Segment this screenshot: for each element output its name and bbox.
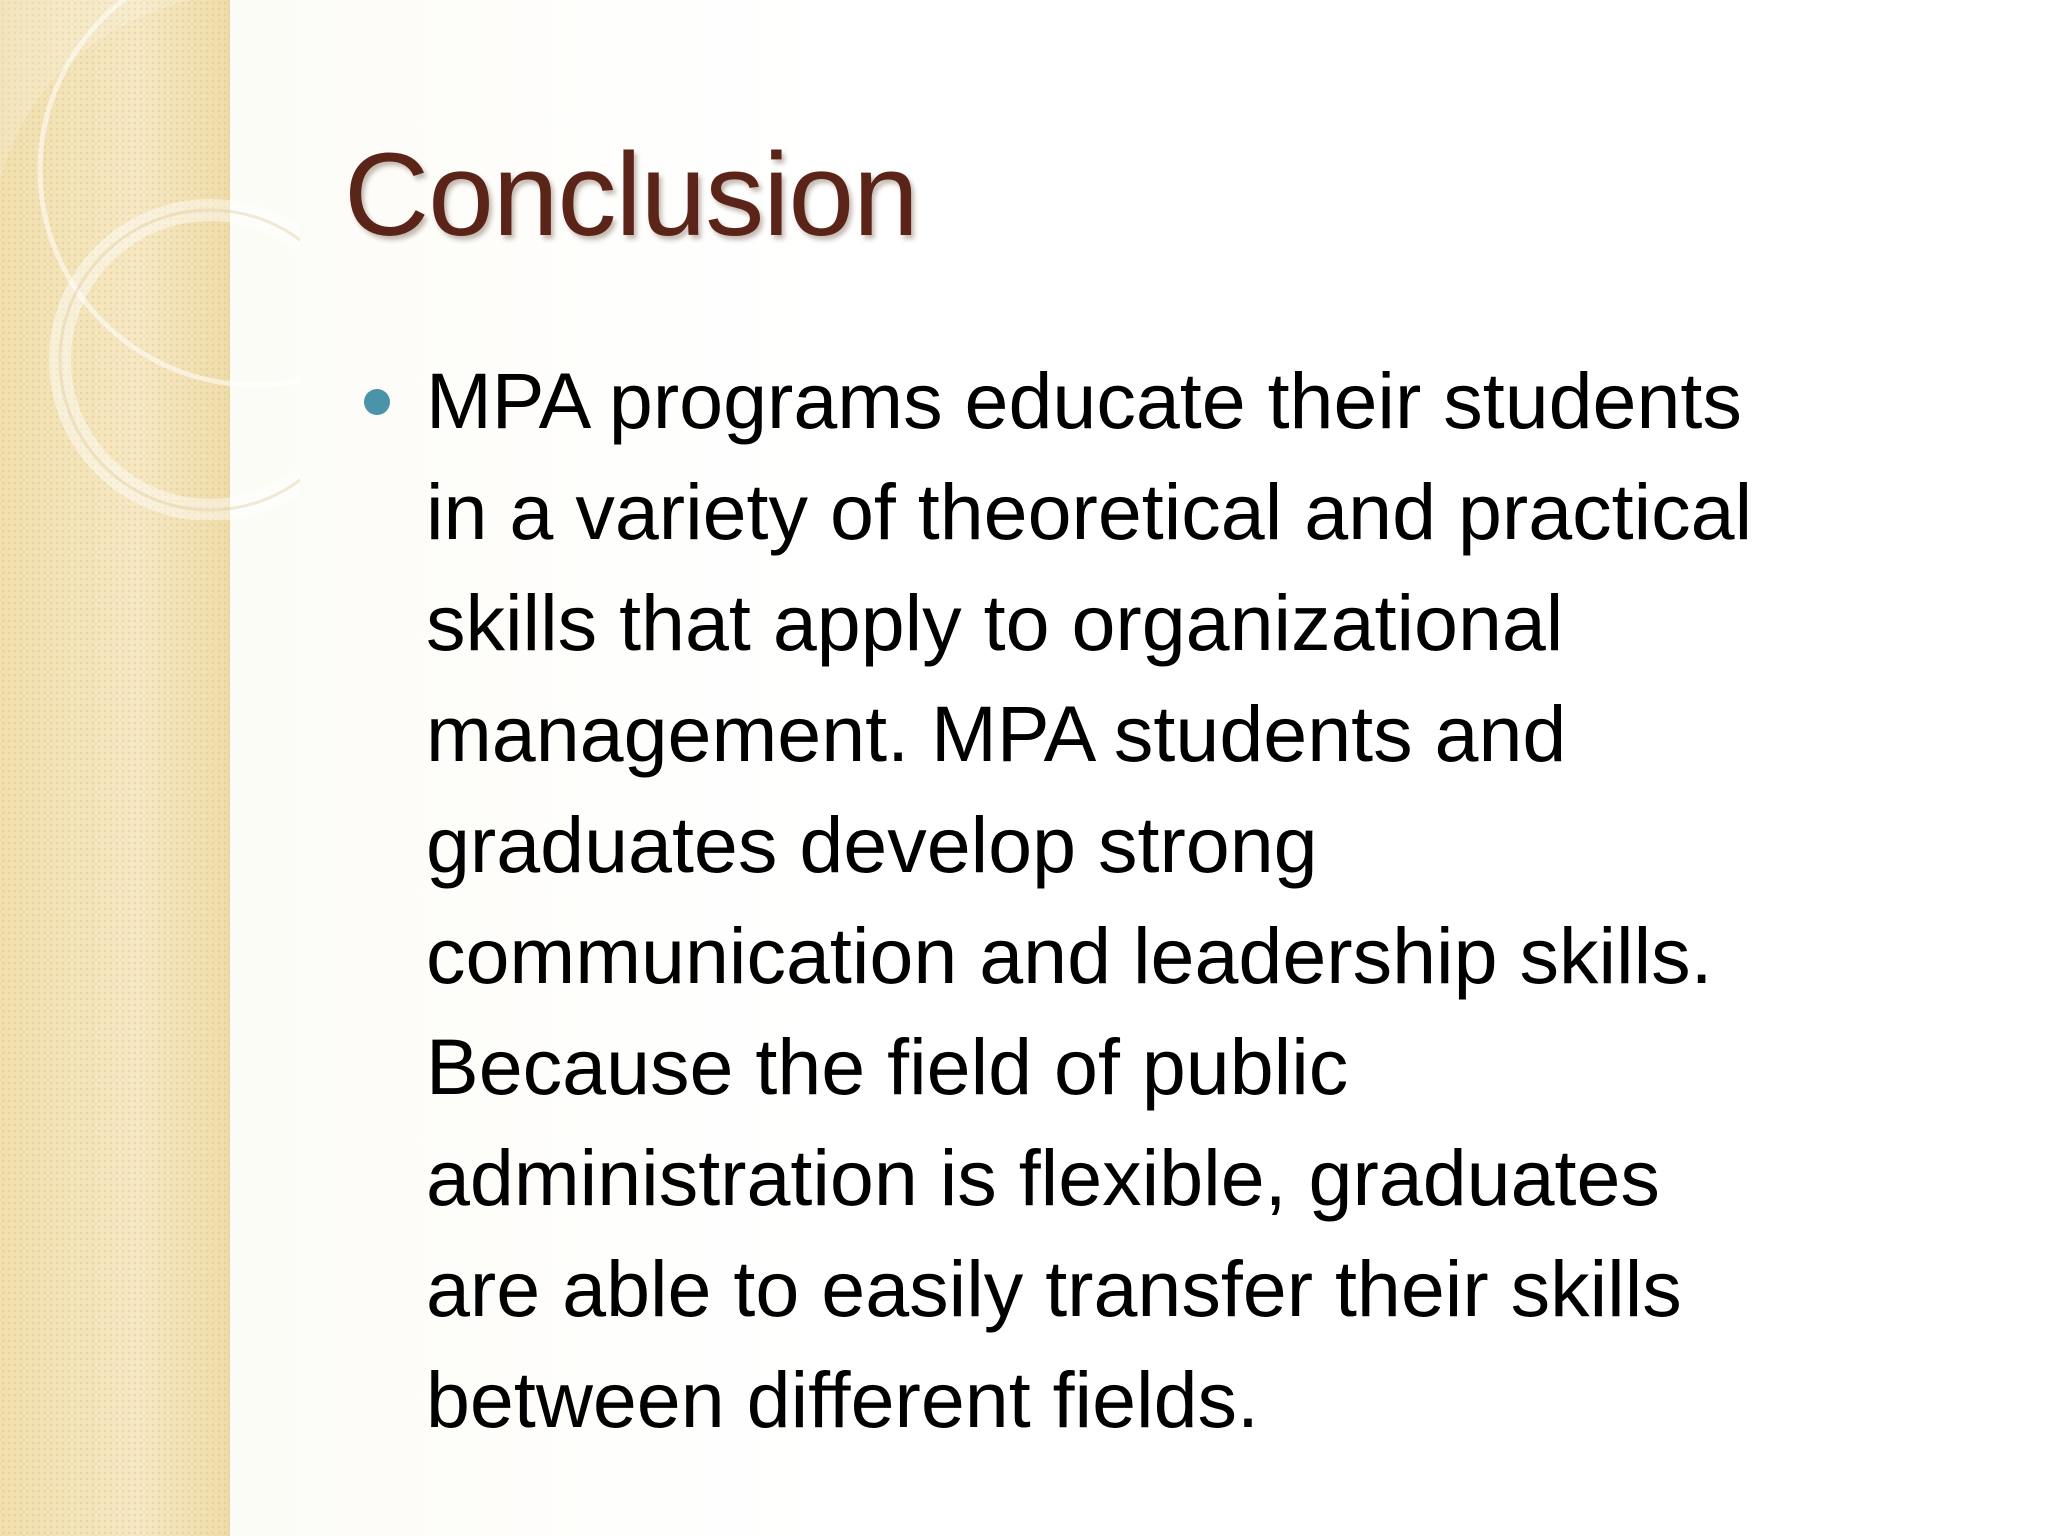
bullet-icon xyxy=(364,389,390,415)
bullet-item xyxy=(344,345,1984,1455)
bullet-list xyxy=(344,345,1984,1455)
bullet-text: MPA programs educate their students in a variety of theoretical and practical skills that apply to organizational management. MPA students and graduates develop strong communication and leadership skills. Because the field of public administration is flexible, graduates are able to easily transfer their skills between different fields. xyxy=(426,356,1753,1444)
slide-title: Conclusion xyxy=(344,129,918,261)
decorative-rings xyxy=(0,0,300,520)
